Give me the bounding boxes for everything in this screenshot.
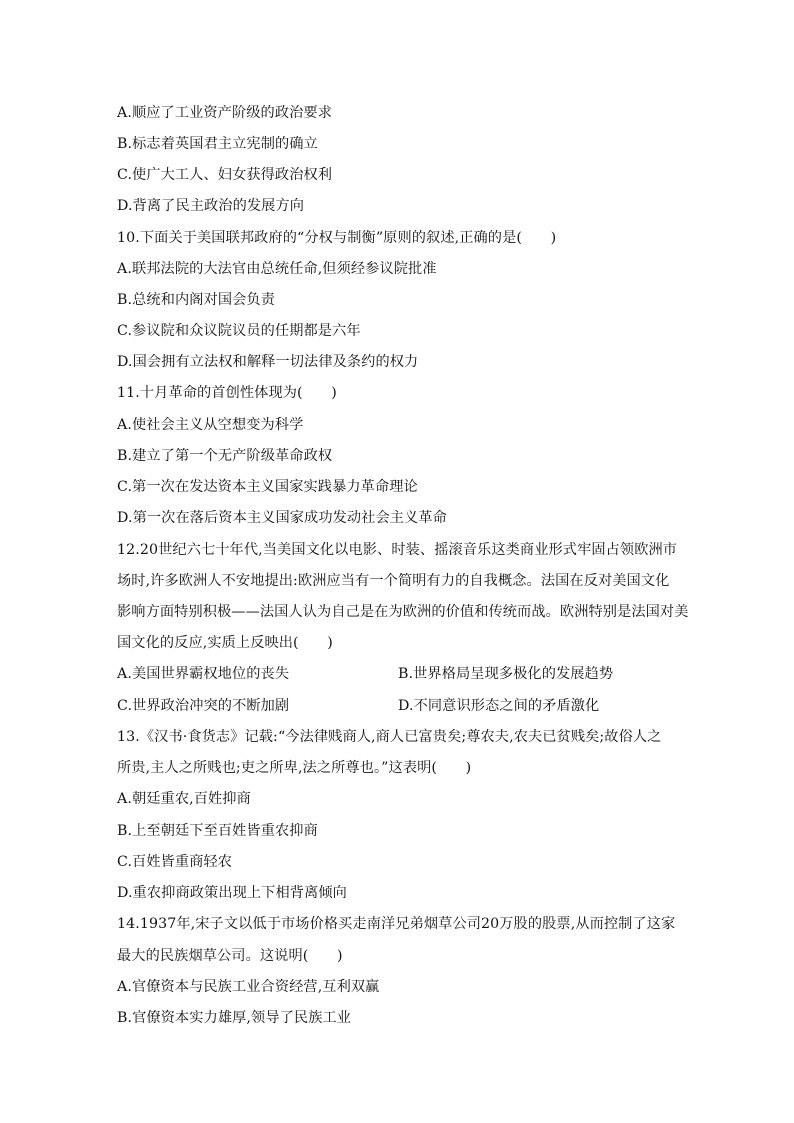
q13-option-c: C.百姓皆重商轻农 — [117, 854, 233, 870]
q14-option-b: B.官僚资本实力雄厚,领导了民族工业 — [117, 1010, 352, 1026]
q10-option-b: B.总统和内阁对国会负责 — [117, 292, 276, 308]
q9-option-c: C.使广大工人、妇女获得政治权利 — [117, 167, 333, 183]
q14-option-a: A.官僚资本与民族工业合资经营,互利双赢 — [117, 979, 380, 995]
q12-option-d: D.不同意识形态之间的矛盾激化 — [398, 698, 600, 714]
q11-option-c: C.第一次在发达资本主义国家实践暴力革命理论 — [117, 479, 418, 495]
q13-stem-line-1: 13.《汉书·食货志》记载:“今法律贱商人,商人已富贵矣;尊农夫,农夫已贫贱矣;故俗人之 — [117, 729, 662, 745]
q12-option-c: C.世界政治冲突的不断加剧 — [117, 698, 290, 714]
q12-stem-line-4: 国文化的反应,实质上反映出( ) — [117, 635, 333, 651]
q9-option-d: D.背离了民主政治的发展方向 — [117, 198, 305, 214]
q13-stem-line-2: 所贵,主人之所贱也;吏之所卑,法之所尊也。”这表明( ) — [117, 760, 472, 776]
q9-option-a: A.顺应了工业资产阶级的政治要求 — [117, 105, 332, 121]
q10-option-a: A.联邦法院的大法官由总统任命,但须经参议院批准 — [117, 261, 437, 277]
q13-option-a: A.朝廷重农,百姓抑商 — [117, 791, 251, 807]
q11-option-a: A.使社会主义从空想变为科学 — [117, 417, 304, 433]
q12-stem-line-2: 场时,许多欧洲人不安地提出:欧洲应当有一个简明有力的自我概念。法国在反对美国文化 — [117, 573, 670, 589]
q13-option-d: D.重农抑商政策出现上下相背离倾向 — [117, 885, 347, 901]
q10-option-d: D.国会拥有立法权和解释一切法律及条约的权力 — [117, 354, 419, 370]
q13-option-b: B.上至朝廷下至百姓皆重农抑商 — [117, 823, 318, 839]
q9-option-b: B.标志着英国君主立宪制的确立 — [117, 136, 318, 152]
q11-option-d: D.第一次在落后资本主义国家成功发动社会主义革命 — [117, 510, 447, 526]
q12-stem-line-1: 12.20世纪六七十年代,当美国文化以电影、时装、摇滚音乐这类商业形式牢固占领欧洲市 — [117, 542, 678, 558]
q12-stem-line-3: 影响方面特别积极——法国人认为自己是在为欧洲的价值和传统而战。欧洲特别是法国对美 — [117, 604, 689, 620]
q10-option-c: C.参议院和众议院议员的任期都是六年 — [117, 323, 361, 339]
q11-option-b: B.建立了第一个无产阶级革命政权 — [117, 448, 333, 464]
q12-option-a: A.美国世界霸权地位的丧失 — [117, 666, 290, 682]
q14-stem-line-1: 14.1937年,宋子文以低于市场价格买走南洋兄弟烟草公司20万股的股票,从而控制了这家 — [117, 916, 676, 932]
q11-stem: 11.十月革命的首创性体现为( ) — [117, 385, 337, 401]
q14-stem-line-2: 最大的民族烟草公司。这说明( ) — [117, 948, 343, 964]
q12-option-b: B.世界格局呈现多极化的发展趋势 — [398, 666, 614, 682]
q10-stem: 10.下面关于美国联邦政府的“分权与制衡”原则的叙述,正确的是( ) — [117, 230, 557, 246]
